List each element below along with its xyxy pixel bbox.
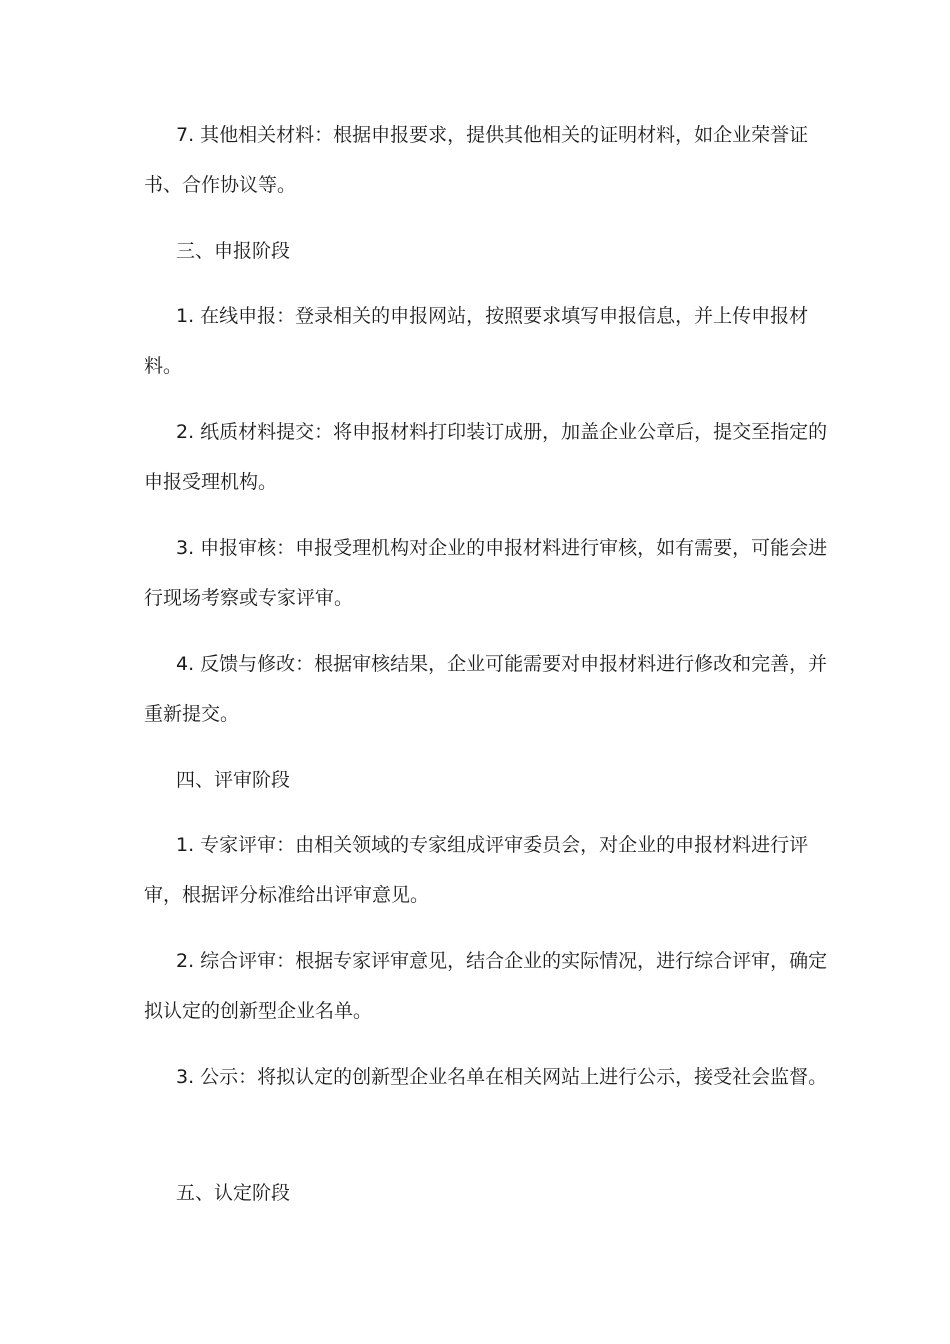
paragraph-paper-submission: 2. 纸质材料提交：将申报材料打印装订成册，加盖企业公章后，提交至指定的申报受理机构。 bbox=[144, 421, 828, 493]
paragraph-application-review: 3. 申报审核：申报受理机构对企业的申报材料进行审核，如有需要，可能会进行现场考察或专家评审。 bbox=[144, 537, 828, 609]
paragraph-other-materials: 7. 其他相关材料：根据申报要求，提供其他相关的证明材料，如企业荣誉证书、合作协议等。 bbox=[144, 124, 809, 196]
paragraph-feedback-revision: 4. 反馈与修改：根据审核结果，企业可能需要对申报材料进行修改和完善，并重新提交。 bbox=[144, 653, 828, 725]
section-heading-evaluation-stage: 四、评审阶段 bbox=[176, 769, 291, 791]
paragraph-comprehensive-evaluation: 2. 综合评审：根据专家评审意见，结合企业的实际情况，进行综合评审，确定拟认定的创新型企业名单。 bbox=[144, 950, 828, 1022]
paragraph-publicity: 3. 公示：将拟认定的创新型企业名单在相关网站上进行公示，接受社会监督。 bbox=[176, 1066, 828, 1088]
paragraph-expert-evaluation: 1. 专家评审：由相关领域的专家组成评审委员会，对企业的申报材料进行评审，根据评分标准给出评审意见。 bbox=[144, 834, 809, 906]
section-heading-application-stage: 三、申报阶段 bbox=[176, 240, 291, 262]
paragraph-online-application: 1. 在线申报：登录相关的申报网站，按照要求填写申报信息，并上传申报材料。 bbox=[144, 305, 809, 377]
section-heading-recognition-stage: 五、认定阶段 bbox=[176, 1182, 291, 1204]
